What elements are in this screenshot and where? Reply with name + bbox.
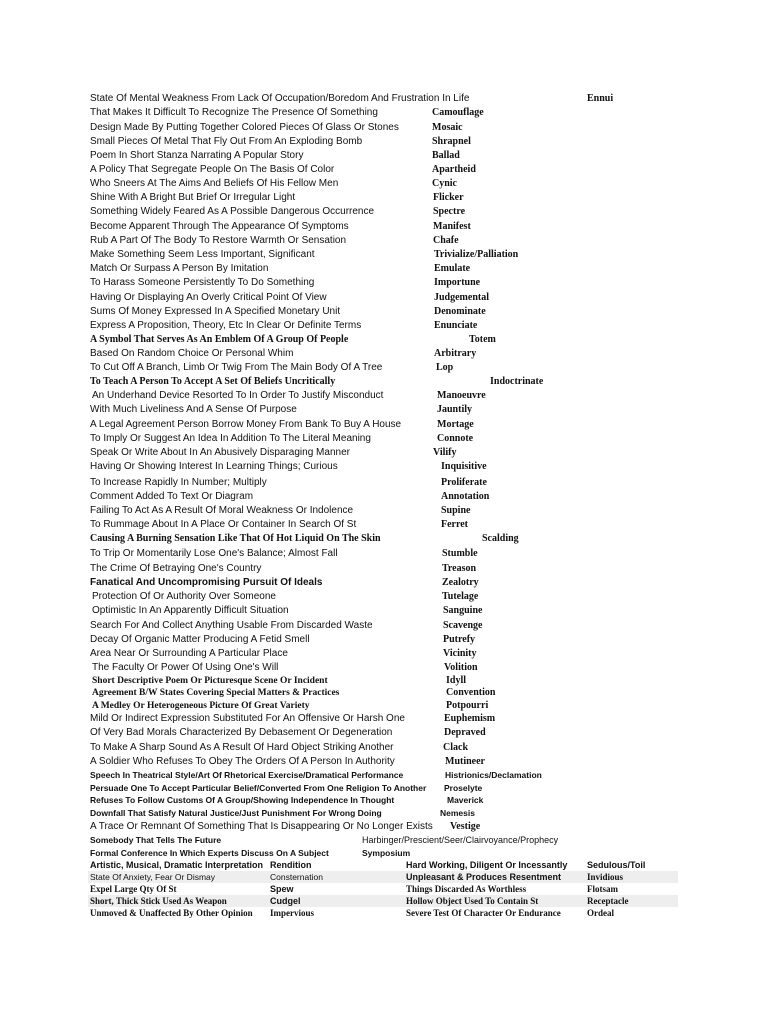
grid-definition: State Of Anxiety, Fear Or Dismay	[90, 872, 216, 882]
grid-word: Rendition	[270, 860, 312, 870]
grid-definition: Hard Working, Diligent Or Incessantly	[406, 860, 568, 870]
grid-word: Flotsam	[587, 884, 618, 894]
vocab-word: Nemesis	[440, 808, 475, 818]
vocab-word: Clack	[443, 742, 468, 753]
definition-text: Make Something Seem Less Important, Significant	[90, 249, 315, 260]
vocab-word: Camouflage	[432, 107, 484, 118]
definition-text: A Medley Or Heterogeneous Picture Of Great Variety	[92, 701, 310, 711]
vocab-row	[0, 726, 768, 740]
vocab-word: Jauntily	[437, 404, 473, 415]
vocab-row	[0, 305, 768, 319]
vocab-word: Maverick	[447, 795, 484, 805]
vocab-row	[0, 135, 768, 149]
definition-text: Poem In Short Stanza Narrating A Popular Story	[90, 150, 304, 161]
vocab-row	[0, 846, 768, 860]
definition-text: To Harass Someone Persistently To Do Something	[90, 277, 315, 288]
vocab-word: Annotation	[441, 491, 490, 502]
vocab-row	[0, 432, 768, 446]
vocab-row	[0, 547, 768, 561]
vocab-row	[0, 576, 768, 590]
definition-text: A Policy That Segregate People On The Basis Of Color	[90, 164, 335, 175]
vocab-row	[0, 121, 768, 135]
definition-text: Failing To Act As A Result Of Moral Weakness Or Indolence	[90, 505, 354, 516]
definition-text: Refuses To Follow Customs Of A Group/Showing Independence In Thought	[90, 795, 395, 805]
vocab-word: Totem	[469, 334, 496, 345]
vocab-row	[0, 820, 768, 834]
vocab-word: Ferret	[441, 519, 469, 530]
grid-row	[88, 871, 678, 883]
definition-text: A Trace Or Remnant Of Something That Is Disappearing Or No Longer Exists	[90, 821, 433, 832]
grid-definition: Short, Thick Stick Used As Weapon	[90, 896, 227, 906]
vocab-word: Stumble	[442, 548, 478, 559]
grid-word: Cudgel	[270, 896, 301, 906]
definition-text: Downfall That Satisfy Natural Justice/Just Punishment For Wrong Doing	[90, 808, 382, 818]
grid-definition: Unmoved & Unaffected By Other Opinion	[90, 908, 253, 918]
vocab-word: Denominate	[434, 306, 486, 317]
vocab-row	[0, 712, 768, 726]
grid-row	[88, 895, 678, 907]
definition-text: Small Pieces Of Metal That Fly Out From An Exploding Bomb	[90, 136, 363, 147]
grid-definition: Artistic, Musical, Dramatic Interpretation	[90, 860, 264, 870]
definition-text: Formal Conference In Which Experts Discuss On A Subject	[90, 848, 329, 858]
vocab-word: Apartheid	[432, 164, 476, 175]
definition-text: An Underhand Device Resorted To In Order To Justify Misconduct	[92, 390, 384, 401]
definition-text: Optimistic In An Apparently Difficult Situation	[92, 605, 289, 616]
vocab-word: Sanguine	[443, 605, 483, 616]
definition-text: That Makes It Difficult To Recognize The Presence Of Something	[90, 107, 378, 118]
definition-text: To Make A Sharp Sound As A Result Of Hard Object Striking Another	[90, 742, 394, 753]
vocab-row	[0, 686, 768, 700]
vocab-row	[0, 205, 768, 219]
grid-word: Invidious	[587, 872, 624, 882]
vocab-word: Cynic	[432, 178, 457, 189]
grid-definition: Things Discarded As Worthless	[406, 884, 527, 894]
vocab-word: Tutelage	[442, 591, 479, 602]
definition-text: Having Or Displaying An Overly Critical Point Of View	[90, 292, 327, 303]
vocab-row	[0, 92, 768, 106]
vocab-row	[0, 248, 768, 262]
vocab-word: Proselyte	[444, 783, 483, 793]
grid-word: Receptacle	[587, 896, 629, 906]
vocab-row	[0, 806, 768, 820]
definition-text: State Of Mental Weakness From Lack Of Occupation/Boredom And Frustration In Life	[90, 93, 470, 104]
vocab-word: Manifest	[433, 221, 471, 232]
vocab-word: Vilify	[433, 447, 457, 458]
grid-row	[0, 883, 768, 895]
vocab-row	[0, 319, 768, 333]
vocab-word: Harbinger/Prescient/Seer/Clairvoyance/Prophecy	[362, 835, 559, 845]
vocab-row	[0, 661, 768, 675]
grid-row	[0, 859, 768, 871]
definition-text: Sums Of Money Expressed In A Specified Monetary Unit	[90, 306, 341, 317]
vocab-word: Volition	[444, 662, 478, 673]
definition-text: Decay Of Organic Matter Producing A Fetid Smell	[90, 634, 310, 645]
vocab-word: Mortage	[437, 419, 474, 430]
vocab-row	[0, 833, 768, 847]
definition-text: Short Descriptive Poem Or Picturesque Scene Or Incident	[92, 676, 328, 686]
vocab-word: Flicker	[433, 192, 464, 203]
vocab-word: Scalding	[482, 533, 519, 544]
definition-text: Comment Added To Text Or Diagram	[90, 491, 254, 502]
definition-text: With Much Liveliness And A Sense Of Purpose	[90, 404, 297, 415]
definition-text: Speak Or Write About In An Abusively Disparaging Manner	[90, 447, 350, 458]
definition-text: Rub A Part Of The Body To Restore Warmth Or Sensation	[90, 235, 347, 246]
definition-text: To Rummage About In A Place Or Container In Search Of St	[90, 519, 357, 530]
grid-definition: Severe Test Of Character Or Endurance	[406, 908, 561, 918]
vocab-row	[0, 741, 768, 755]
definition-text: The Crime Of Betraying One's Country	[90, 563, 262, 574]
vocab-word: Zealotry	[442, 577, 479, 588]
vocab-word: Indoctrinate	[490, 376, 544, 387]
definition-text: To Cut Off A Branch, Limb Or Twig From The Main Body Of A Tree	[90, 362, 383, 373]
vocab-word: Symposium	[362, 848, 411, 858]
vocab-row	[0, 276, 768, 290]
definition-text: Shine With A Bright But Brief Or Irregular Light	[90, 192, 296, 203]
vocab-row	[0, 291, 768, 305]
vocab-row	[0, 532, 768, 546]
definition-text: A Symbol That Serves As An Emblem Of A Group Of People	[90, 334, 349, 345]
vocab-word: Arbitrary	[434, 348, 477, 359]
vocab-word: Enunciate	[434, 320, 478, 331]
definition-text: To Imply Or Suggest An Idea In Addition To The Literal Meaning	[90, 433, 371, 444]
vocab-row	[0, 699, 768, 713]
vocab-word: Proliferate	[441, 477, 487, 488]
vocab-row	[0, 446, 768, 460]
vocab-row	[0, 149, 768, 163]
vocab-row	[0, 755, 768, 769]
vocab-word: Vicinity	[443, 648, 477, 659]
vocab-row	[0, 518, 768, 532]
vocab-row	[0, 403, 768, 417]
vocab-word: Manoeuvre	[437, 390, 486, 401]
vocab-row	[0, 793, 768, 807]
definition-text: Express A Proposition, Theory, Etc In Clear Or Definite Terms	[90, 320, 362, 331]
grid-word: Spew	[270, 884, 294, 894]
vocab-word: Mosaic	[432, 122, 463, 133]
vocab-row	[0, 333, 768, 347]
vocab-word: Depraved	[444, 727, 486, 738]
vocab-word: Putrefy	[443, 634, 476, 645]
definition-text: A Soldier Who Refuses To Obey The Orders Of A Person In Authority	[90, 756, 395, 767]
vocab-row	[0, 347, 768, 361]
vocab-row	[0, 604, 768, 618]
definition-text: Having Or Showing Interest In Learning Things; Curious	[90, 461, 338, 472]
vocab-word: Inquisitive	[441, 461, 487, 472]
vocab-word: Trivialize/Palliation	[434, 249, 519, 260]
vocab-word: Histrionics/Declamation	[445, 770, 542, 780]
vocab-row	[0, 234, 768, 248]
definition-text: Speech In Theatrical Style/Art Of Rhetorical Exercise/Dramatical Performance	[90, 770, 404, 780]
vocab-word: Euphemism	[444, 713, 496, 724]
definition-text: Agreement B/W States Covering Special Matters & Practices	[92, 688, 340, 698]
definition-text: To Trip Or Momentarily Lose One's Balance; Almost Fall	[90, 548, 338, 559]
definition-text: Mild Or Indirect Expression Substituted For An Offensive Or Harsh One	[90, 713, 405, 724]
vocab-word: Ballad	[432, 150, 460, 161]
vocab-row	[0, 633, 768, 647]
vocab-word: Ennui	[587, 93, 614, 104]
vocab-word: Chafe	[433, 235, 459, 246]
definition-text: Match Or Surpass A Person By Imitation	[90, 263, 269, 274]
grid-definition: Unpleasant & Produces Resentment	[406, 872, 562, 882]
definition-text: To Increase Rapidly In Number; Multiply	[90, 477, 267, 488]
grid-definition: Expel Large Qty Of St	[90, 884, 177, 894]
vocab-row	[0, 476, 768, 490]
definition-text: Fanatical And Uncompromising Pursuit Of Ideals	[90, 577, 323, 588]
vocab-row	[0, 619, 768, 633]
definition-text: Something Widely Feared As A Possible Dangerous Occurrence	[90, 206, 375, 217]
definition-text: Protection Of Or Authority Over Someone	[92, 591, 276, 602]
vocab-word: Importune	[434, 277, 481, 288]
vocab-word: Convention	[446, 687, 496, 698]
grid-word: Sedulous/Toil	[587, 860, 646, 870]
grid-word: Impervious	[270, 908, 315, 918]
definition-text: Somebody That Tells The Future	[90, 835, 222, 845]
vocab-word: Spectre	[433, 206, 466, 217]
definition-text: Search For And Collect Anything Usable From Discarded Waste	[90, 620, 373, 631]
grid-row	[0, 907, 768, 919]
vocab-row	[0, 389, 768, 403]
definition-text: Design Made By Putting Together Colored Pieces Of Glass Or Stones	[90, 122, 399, 133]
definition-text: Who Sneers At The Aims And Beliefs Of His Fellow Men	[90, 178, 339, 189]
definition-text: Of Very Bad Morals Characterized By Debasement Or Degeneration	[90, 727, 393, 738]
definition-text: To Teach A Person To Accept A Set Of Beliefs Uncritically	[90, 376, 336, 387]
definition-text: Causing A Burning Sensation Like That Of Hot Liquid On The Skin	[90, 533, 381, 544]
vocab-word: Supine	[441, 505, 471, 516]
vocab-row	[0, 647, 768, 661]
vocab-row	[0, 106, 768, 120]
definition-text: Persuade One To Accept Particular Belief/Converted From One Religion To Another	[90, 783, 427, 793]
vocab-word: Treason	[442, 563, 477, 574]
vocab-row	[0, 418, 768, 432]
vocab-row	[0, 163, 768, 177]
vocab-row	[0, 177, 768, 191]
vocab-row	[0, 375, 768, 389]
vocab-word: Idyll	[446, 675, 467, 686]
definition-text: A Legal Agreement Person Borrow Money From Bank To Buy A House	[90, 419, 402, 430]
vocab-row	[0, 460, 768, 474]
vocab-word: Judgemental	[434, 292, 489, 303]
vocab-word: Potpourri	[446, 700, 489, 711]
vocab-row	[0, 768, 768, 782]
grid-definition: Hollow Object Used To Contain St	[406, 896, 539, 906]
vocab-word: Connote	[437, 433, 474, 444]
vocab-row	[0, 504, 768, 518]
definition-text: Become Apparent Through The Appearance Of Symptoms	[90, 221, 349, 232]
vocab-word: Shrapnel	[432, 136, 471, 147]
vocab-row	[0, 361, 768, 375]
definition-text: The Faculty Or Power Of Using One's Will	[92, 662, 279, 673]
vocab-word: Scavenge	[443, 620, 483, 631]
vocab-row	[0, 562, 768, 576]
grid-word: Ordeal	[587, 908, 614, 918]
definition-text: Area Near Or Surrounding A Particular Place	[90, 648, 288, 659]
definition-text: Based On Random Choice Or Personal Whim	[90, 348, 294, 359]
grid-word: Consternation	[270, 872, 323, 882]
vocab-row	[0, 262, 768, 276]
vocab-word: Emulate	[434, 263, 471, 274]
vocab-row	[0, 590, 768, 604]
vocab-row	[0, 191, 768, 205]
vocab-row	[0, 490, 768, 504]
vocab-row	[0, 220, 768, 234]
vocab-word: Mutineer	[445, 756, 485, 767]
vocab-word: Vestige	[450, 821, 481, 832]
vocab-word: Lop	[436, 362, 454, 373]
